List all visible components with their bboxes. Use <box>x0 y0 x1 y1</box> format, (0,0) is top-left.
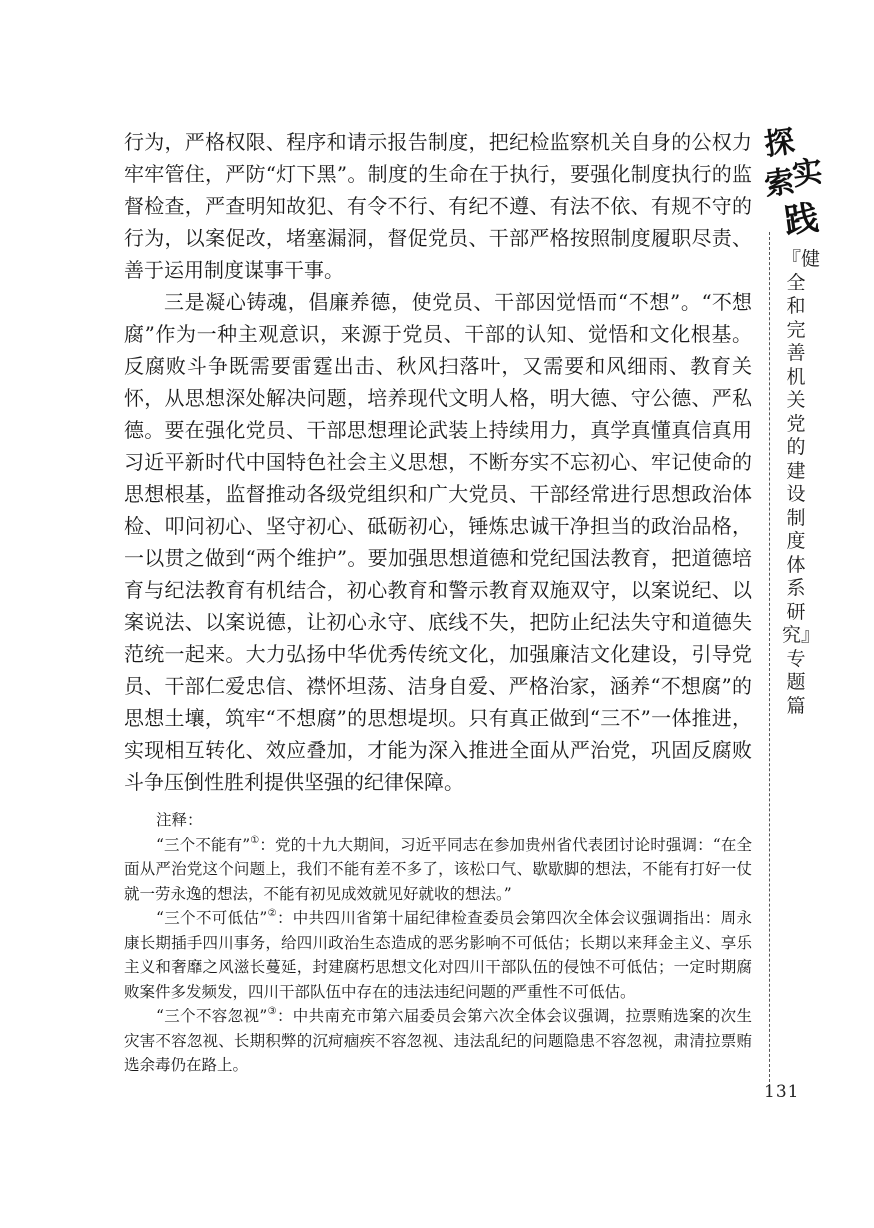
logo-char: 实 <box>790 154 825 193</box>
logo-char: 探 <box>762 124 797 163</box>
sidebar-title: 『健全和完善机关党的建设制度体系研究』专题篇 <box>782 248 821 717</box>
logo-char: 索 <box>762 164 797 203</box>
note-3-mark: ③ <box>267 1006 277 1017</box>
note-1 <box>124 833 752 907</box>
notes-section <box>124 808 752 1078</box>
body-text <box>124 126 752 798</box>
note-3 <box>124 1004 752 1078</box>
paragraph-2-rest: “不想腐”作为一种主观意识，来源于党员、干部的认知、觉悟和文化根基。反腐败斗争既需要雷霆出击、秋风扫落叶，又需要和风细雨、教育关怀，从思想深处解决问题，培养现代文明人格，明大德、守公德、严私德。要在强化党员、干部思想理论武装上持续用力，真学真懂真信真用习近平新时代中国特色社会主义思想，不断夯实不忘初心、牢记使命的思想根基，监督推动各级党组织和广大党员、干部经常进行思想政治体检、叩问初心、坚守初心、砥砺初心，锤炼忠诚干净担当的政治品格，一以贯之做到“两个维护”。要加强思想道德和党纪国法教育，把道德培育与纪法教育有机结合，初心教育和警示教育双施双守，以案说纪、以案说法、以案说德，让初心永守、底线不失，把防止纪法失守和道德失范统一起来。大力弘扬中华优秀传统文化，加强廉洁文化建设，引导党员、干部仁爱忠信、襟怀坦荡、洁身自爱、严格治家，涵养“不想腐”的思想土壤，筑牢“不想腐”的思想堤坝。只有真正做到“三不”一体推进，实现相互转化、效应叠加，才能为深入推进全面从严治党，巩固反腐败斗争压倒性胜利提供坚强的纪律保障。 <box>124 290 752 794</box>
paragraph-2-lead: 三是凝心铸魂，倡廉养德，使党员、干部因觉悟而“不想”。 <box>164 290 702 314</box>
note-2-term: “三个不可低估” <box>156 909 268 927</box>
paragraph-1: 行为，严格权限、程序和请示报告制度，把纪检监察机关自身的公权力牢牢管住，严防“灯下黑”。制度的生命在于执行，要强化制度执行的监督检查，严查明知故犯、有令不行、有纪不遵、有法不依、有规不守的行为，以案促改，堵塞漏洞，督促党员、干部严格按照制度履职尽责、善于运用制度谋事干事。 <box>124 130 752 282</box>
notes-label: 注释： <box>156 811 203 829</box>
paragraph-2 <box>124 286 752 798</box>
note-1-term: “三个不能有” <box>156 835 251 854</box>
section-logo <box>762 118 832 243</box>
note-2-mark: ② <box>267 908 277 919</box>
note-3-term: “三个不容忽视” <box>156 1007 268 1025</box>
note-1-mark: ① <box>250 834 260 846</box>
page-number: 131 <box>764 1082 800 1102</box>
note-2 <box>124 906 752 1004</box>
sidebar-divider <box>769 232 770 1092</box>
note-2-text: ：中共四川省第十届纪律检查委员会第四次全体会议强调指出：周永康长期插手四川事务，给四川政治生态造成的恶劣影响不可低估；长期以来拜金主义、享乐主义和奢靡之风滋长蔓延，封建腐朽思想文化对四川干部队伍的侵蚀不可低估；一定时期腐败案件多发频发，四川干部队伍中存在的违法违纪问题的严重性不可低估。 <box>124 909 752 1001</box>
note-1-text: ：党的十九大期间，习近平同志在参加贵州省代表团讨论时强调：“在全面从严治党这个问题上，我们不能有差不多了，该松口气、歇歇脚的想法，不能有打好一仗就一劳永逸的想法，不能有初见成效就见好就收的想法。” <box>124 835 752 903</box>
logo-char: 践 <box>781 197 822 243</box>
note-3-text: ：中共南充市第六届委员会第六次全体会议强调，拉票贿选案的次生灾害不容忽视、长期积弊的沉疴痼疾不容忽视、违法乱纪的问题隐患不容忽视，肃清拉票贿选余毒仍在路上。 <box>124 1007 752 1074</box>
